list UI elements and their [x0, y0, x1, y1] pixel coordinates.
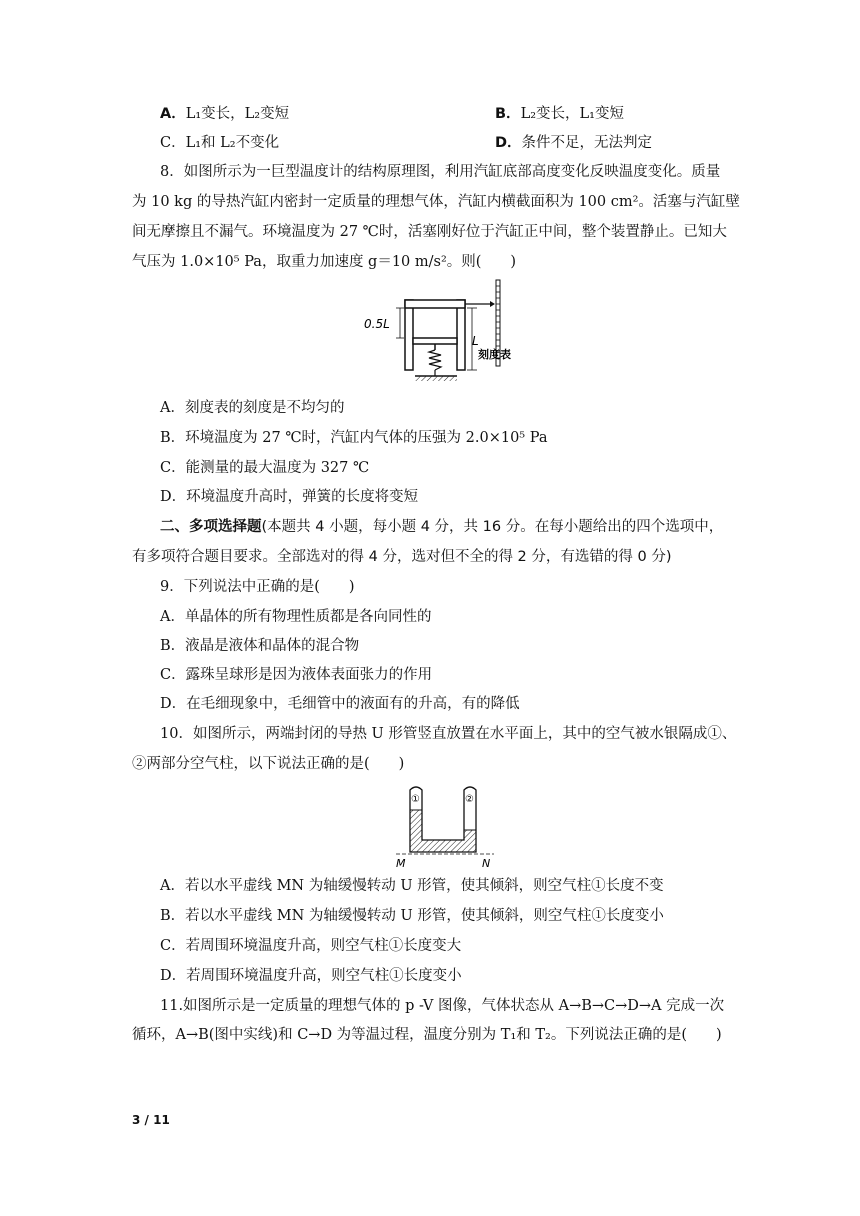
label-half-length: 0.5L: [364, 317, 390, 331]
q8-option-c: C．能测量的最大温度为 327 ℃: [160, 460, 370, 476]
q8-stem-line-4: 气压为 1.0×10⁵ Pa，取重力加速度 g＝10 m/s²。则( ): [132, 254, 517, 270]
q9-option-d: D．在毛细现象中，毛细管中的液面有的升高，有的降低: [160, 696, 520, 712]
section2-header: [160, 517, 723, 537]
q10-option-c: C．若周围环境温度升高，则空气柱①长度变大: [160, 938, 462, 954]
q10-stem-line-2: ②两部分空气柱，以下说法正确的是( ): [132, 756, 405, 772]
q10-u-tube-figure: [390, 782, 500, 870]
piston: [413, 338, 457, 344]
q10-stem-line-1: 10．如图所示，两端封闭的导热 U 形管竖直放置在水平面上，其中的空气被水银隔成①、: [160, 726, 737, 742]
label-n: N: [482, 857, 491, 870]
q7-option-b: B．L₂变长，L₁变短: [495, 106, 624, 122]
q9-option-b: B．液晶是液体和晶体的混合物: [160, 638, 360, 654]
q7-option-d: D．条件不足，无法判定: [495, 135, 653, 151]
section2-title: 二、多项选择题: [160, 519, 262, 535]
q10-option-b: B．若以水平虚线 MN 为轴缓慢转动 U 形管，使其倾斜，则空气柱①长度变小: [160, 908, 664, 924]
section2-note-1: (本题共 4 小题，每小题 4 分，共 16 分。在每小题给出的四个选项中，: [261, 519, 724, 535]
spring: [429, 350, 441, 370]
label-full-length: L: [472, 334, 479, 348]
q8-thermometer-figure: [360, 278, 530, 390]
label-air-column-2: ②: [465, 794, 474, 805]
q10-option-a: A．若以水平虚线 MN 为轴缓慢转动 U 形管，使其倾斜，则空气柱①长度不变: [160, 878, 664, 894]
q10-option-d: D．若周围环境温度升高，则空气柱①长度变小: [160, 968, 462, 984]
label-m: M: [396, 857, 406, 870]
q8-option-b: B．环境温度为 27 ℃时，汽缸内气体的压强为 2.0×10⁵ Pa: [160, 430, 548, 446]
q8-option-a: A．刻度表的刻度是不均匀的: [160, 400, 345, 416]
q8-stem-line-3: 间无摩擦且不漏气。环境温度为 27 ℃时，活塞刚好位于汽缸正中间，整个装置静止。已知大: [132, 224, 727, 240]
q9-option-c: C．露珠呈球形是因为液体表面张力的作用: [160, 667, 433, 683]
q9-stem: 9．下列说法中正确的是( ): [160, 579, 355, 595]
q7-option-c: C．L₁和 L₂不变化: [160, 135, 280, 151]
q11-stem-line-2: 循环，A→B(图中实线)和 C→D 为等温过程，温度分别为 T₁和 T₂。下列说法正确的是( ): [132, 1027, 722, 1043]
q9-option-a: A．单晶体的所有物理性质都是各向同性的: [160, 609, 432, 625]
q8-stem-line-2: 为 10 kg 的导热汽缸内密封一定质量的理想气体，汽缸内横截面积为 100 cm²。活塞与汽缸壁: [132, 194, 740, 210]
q7-option-a: A．L₁变长，L₂变短: [160, 106, 290, 122]
q8-option-d: D．环境温度升高时，弹簧的长度将变短: [160, 489, 419, 505]
label-scale: 刻度表: [478, 348, 511, 361]
cylinder-left-wall: [405, 300, 413, 370]
cylinder-top: [405, 300, 465, 308]
q8-stem-line-1: 8．如图所示为一巨型温度计的结构原理图，利用汽缸底部高度变化反映温度变化。质量: [160, 164, 721, 180]
cylinder-right-wall: [457, 300, 465, 370]
label-air-column-1: ①: [411, 794, 420, 805]
page-number: 3 / 11: [132, 1113, 170, 1127]
q11-stem-line-1: 11.如图所示是一定质量的理想气体的 p -V 图像，气体状态从 A→B→C→D→A 完成一次: [160, 998, 725, 1014]
section2-note-2: 有多项符合题目要求。全部选对的得 4 分，选对但不全的得 2 分，有选错的得 0 分): [132, 549, 672, 565]
